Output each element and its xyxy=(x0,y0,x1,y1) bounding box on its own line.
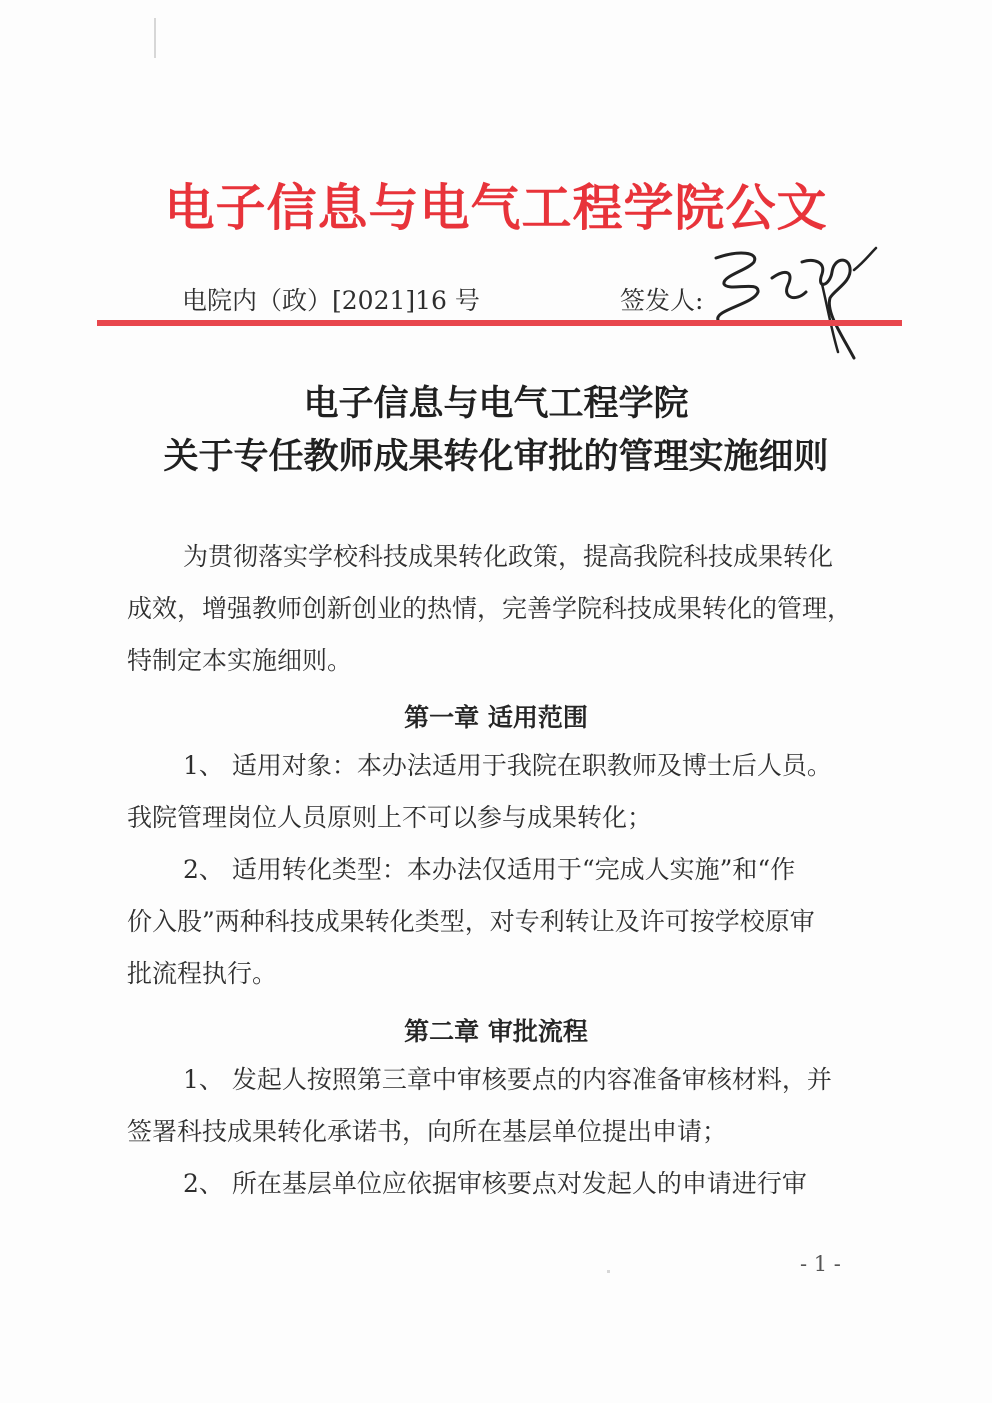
handwritten-signature xyxy=(704,240,884,365)
chapter-1-line-4: 价入股”两种科技成果转化类型，对专利转让及许可按学校原审 xyxy=(127,907,815,936)
chapter-1-line-1: 1、 适用对象：本办法适用于我院在职教师及博士后人员。 xyxy=(183,751,832,780)
document-title-line-2: 关于专任教师成果转化审批的管理实施细则 xyxy=(163,437,829,477)
chapter-1-line-2: 我院管理岗位人员原则上不可以参与成果转化； xyxy=(127,803,653,832)
document-number: 电院内（政）[2021]16 号 xyxy=(182,286,480,315)
chapter-2-heading: 第二章 审批流程 xyxy=(404,1017,588,1046)
chapter-1-line-3: 2、 适用转化类型：本办法仅适用于“完成人实施”和“作 xyxy=(183,855,796,884)
intro-line-2: 成效，增强教师创新创业的热情，完善学院科技成果转化的管理， xyxy=(127,594,853,623)
page-number: - 1 - xyxy=(800,1252,841,1276)
chapter-1-line-5: 批流程执行。 xyxy=(127,959,278,988)
chapter-2-line-1: 1、 发起人按照第三章中审核要点的内容准备审核材料，并 xyxy=(183,1065,832,1094)
chapter-2-line-2: 签署科技成果转化承诺书，向所在基层单位提出申请； xyxy=(127,1117,728,1146)
scan-artifact xyxy=(154,18,156,58)
scan-artifact xyxy=(607,1270,610,1273)
chapter-1-heading: 第一章 适用范围 xyxy=(404,703,588,732)
signer-label: 签发人: xyxy=(620,286,704,315)
document-title-line-1: 电子信息与电气工程学院 xyxy=(303,384,689,424)
issuer-header-title: 电子信息与电气工程学院公文 xyxy=(164,179,828,237)
intro-line-1: 为贯彻落实学校科技成果转化政策，提高我院科技成果转化 xyxy=(183,542,834,571)
header-red-rule xyxy=(97,320,902,326)
intro-line-3: 特制定本实施细则。 xyxy=(127,646,353,675)
chapter-2-line-3: 2、 所在基层单位应依据审核要点对发起人的申请进行审 xyxy=(183,1169,807,1198)
